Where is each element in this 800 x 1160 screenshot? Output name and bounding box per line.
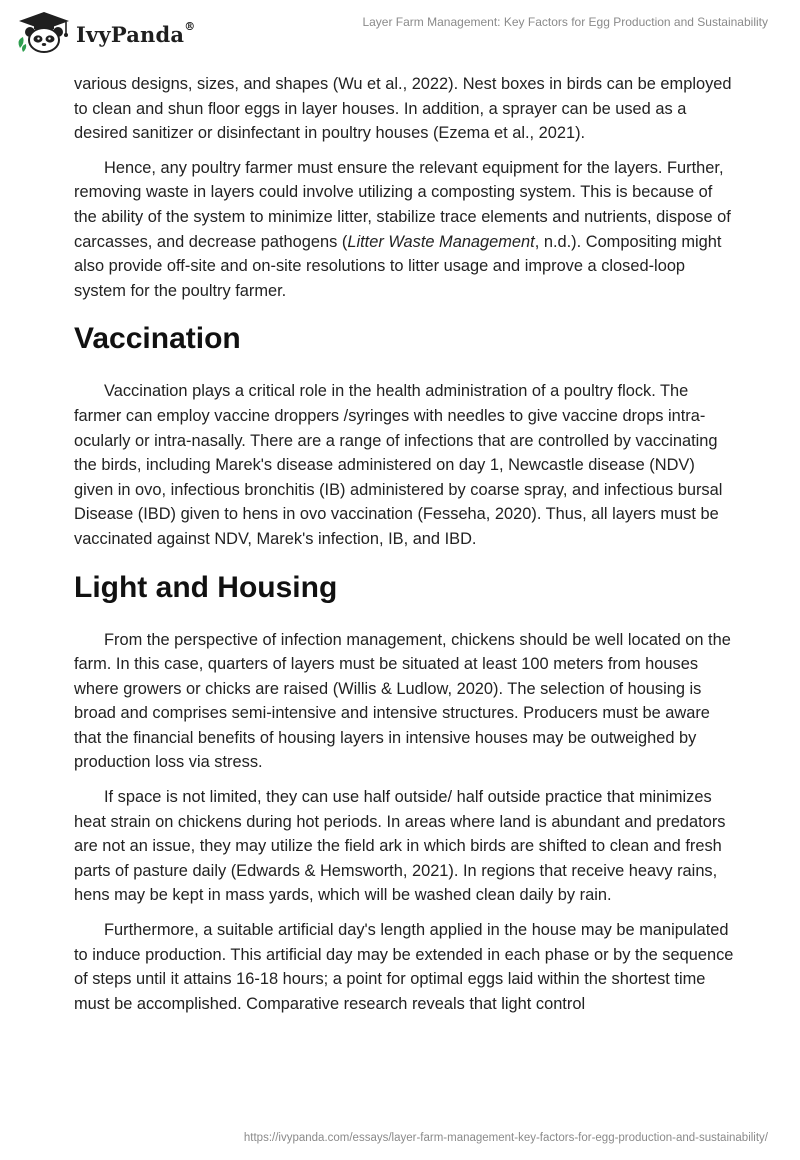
paragraph-waste-management: Hence, any poultry farmer must ensure the relevant equipment for the layers. Further, removing waste in layers could involve utilizing a composting system. This is because of the ability of the system to minimize litter, stabilize trace elements and nutrients, dispose of carcasses, and decrease pathogens (Litter Waste Management, n.d.). Compositing might also provide off-site and on-site resolutions to litter usage and improve a closed-loop system for the poultry farmer. — [74, 158, 731, 300]
paragraph-space-practice: If space is not limited, they can use half outside/ half outside practice that minimizes heat strain on chickens during hot periods. In areas where land is abundant and predators are not an issue, they may utilize the field ark in which birds are shifted to clean and fresh parts of pasture daily (Edwards & Hemsworth, 2021). In regions that receive heavy rains, hens may be kept in mass yards, which will be washed clean daily by rain. — [74, 788, 726, 905]
citation-italic: Litter Waste Management — [347, 232, 535, 251]
document-title: Layer Farm Management: Key Factors for Egg Production and Sustainability — [362, 15, 768, 29]
source-url[interactable]: https://ivypanda.com/essays/layer-farm-management-key-factors-for-egg-production-and-sustainability/ — [243, 1132, 768, 1144]
paragraph-artificial-light: Furthermore, a suitable artificial day's length applied in the house may be manipulated to induce production. This artificial day may be extended in each phase or by the sequence of steps until it attains 16-18 hours; a point for optimal eggs laid within the shortest time must be accomplished. Comparative research reveals that light control — [74, 921, 734, 1013]
paragraph-infection-management: From the perspective of infection management, chickens should be well located on the farm. In this case, quarters of layers must be situated at least 100 meters from houses where growers or chicks are raised (Willis & Ludlow, 2020). The selection of housing is broad and comprises semi-intensive and intensive structures. Producers must be aware that the financial benefits of housing layers in intensive houses may be outweighed by production loss via stress. — [74, 630, 731, 772]
panda-graduate-icon — [14, 10, 74, 56]
page-header — [0, 0, 800, 60]
ivypanda-logo[interactable] — [14, 10, 195, 56]
paragraph-vaccination: Vaccination plays a critical role in the health administration of a poultry flock. The farmer can employ vaccine droppers /syringes with needles to give vaccine drops intra-ocularly or intra-nasally. There are a range of infections that are controlled by vaccinating the birds, including Marek's disease administered on day 1, Newcastle disease (NDV) given in ovo, infectious bronchitis (IB) administered by coarse spray, and infectious bursal Disease (IBD) given to hens in ovo vaccination (Fesseha, 2020). Thus, all layers must be vaccinated against NDV, Marek's infection, IB, and IBD. — [74, 382, 723, 548]
heading-vaccination: Vaccination — [74, 322, 241, 356]
heading-light-and-housing: Light and Housing — [74, 570, 338, 604]
paragraph-equipment-continued: various designs, sizes, and shapes (Wu et al., 2022). Nest boxes in birds can be employed to clean and shun floor eggs in layer houses. In addition, a sprayer can be used as a desired sanitizer or disinfectant in poultry houses (Ezema et al., 2021). — [74, 75, 732, 143]
logo-wordmark: IvyPanda® — [76, 19, 196, 47]
essay-content — [74, 72, 734, 1026]
